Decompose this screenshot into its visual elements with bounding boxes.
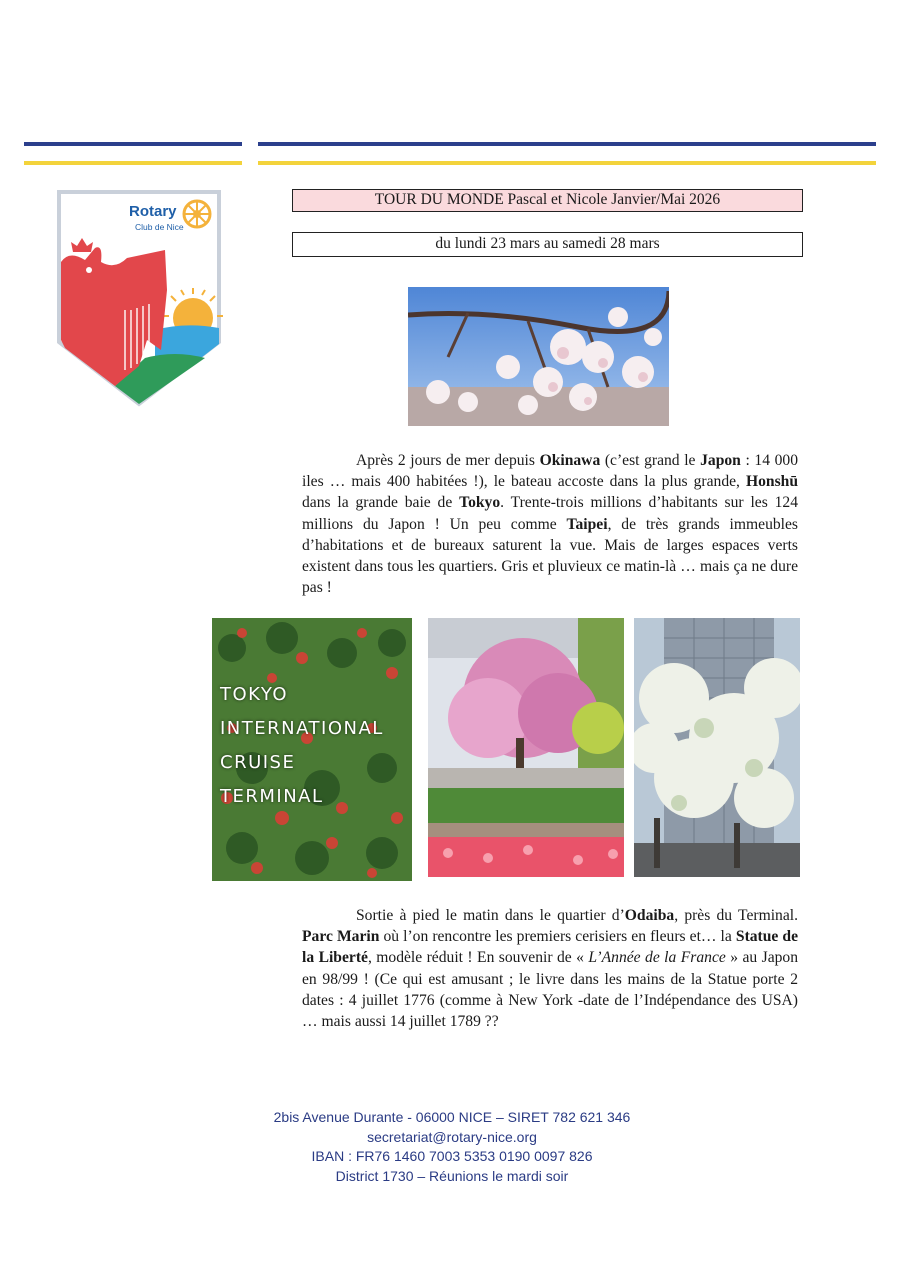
p2-text-2: , près du Terminal. xyxy=(674,907,798,924)
p2-text-4: , modèle réduit ! En souvenir de « xyxy=(367,949,589,967)
terminal-sign-line: INTERNATIONAL xyxy=(220,718,384,739)
p2-text-1: Sortie à pied le matin dans le quartier d’ xyxy=(356,907,625,924)
paragraph-arrival-tokyo xyxy=(302,450,798,598)
logo-subtitle: Club de Nice xyxy=(135,222,184,232)
p2-text-3: où l’on rencontre les premiers cerisiers en fleurs et… la xyxy=(379,928,736,946)
p1-bold-japon: Japon xyxy=(700,452,741,469)
header-rule-blue-right xyxy=(258,142,876,146)
header-rule-yellow-left xyxy=(24,161,242,165)
logo-name: Rotary xyxy=(129,203,177,220)
footer-line-email[interactable]: secretariat@rotary-nice.org xyxy=(367,1128,537,1145)
p2-bold-parc-marin: Parc Marin xyxy=(302,928,380,946)
page-title: TOUR DU MONDE Pascal et Nicole Janvier/Mai 2026 xyxy=(292,189,803,212)
p1-text-4: dans la grande baie de xyxy=(302,494,460,512)
paragraph-odaiba xyxy=(302,905,798,1032)
terminal-sign-line: TOKYO xyxy=(220,684,289,705)
rotary-wheel-icon xyxy=(184,201,210,227)
p1-text-1: Après 2 jours de mer depuis xyxy=(356,452,540,469)
p1-text-2: (c’est grand le xyxy=(600,452,701,469)
terminal-sign xyxy=(220,678,384,814)
p1-bold-okinawa: Okinawa xyxy=(539,452,601,469)
footer-line-iban: IBAN : FR76 1460 7003 5353 0190 0097 826 xyxy=(311,1148,593,1164)
date-range: du lundi 23 mars au samedi 28 mars xyxy=(292,232,803,257)
p1-text-6: , de très grands immeubles d’habitations et de bureaux saturent la vue. Mais de larges espaces verts existent dans tous les quartiers. Gris et pluvieux ce matin-là … mais ça ne dure pas ! xyxy=(302,515,798,597)
cruise-terminal-green-wall-photo xyxy=(212,618,412,881)
p1-bold-taipei: Taipei xyxy=(566,515,608,533)
rotary-club-logo xyxy=(55,190,223,408)
footer-line-district: District 1730 – Réunions le mardi soir xyxy=(335,1167,569,1184)
footer-address xyxy=(200,1108,704,1186)
header-rule-blue-left xyxy=(24,142,242,146)
terminal-sign-line: TERMINAL xyxy=(220,786,324,807)
p2-italic-annee-france: L’Année de la France xyxy=(588,949,726,967)
p1-bold-honshu: Honshū xyxy=(745,473,798,491)
white-cherry-tower-photo xyxy=(634,618,800,877)
terminal-sign-line: CRUISE xyxy=(220,752,296,773)
pink-cherry-tree-park-photo xyxy=(428,618,624,877)
p1-text-5: . Trente-trois millions d’habitants sur les 124 millions du Japon ! Un peu comme xyxy=(302,494,798,533)
footer-line-address: 2bis Avenue Durante - 06000 NICE – SIRET 782 621 346 xyxy=(273,1109,631,1125)
cherry-blossom-photo xyxy=(408,287,669,426)
p2-bold-odaiba: Odaiba xyxy=(624,907,675,924)
p2-text-5: » au Japon en 98/99 ! (Ce qui est amusant ; le livre dans les mains de la Statue porte 2 dates : 4 juillet 1776 (comme à New York -date de l’Indépendance des USA) … mais aussi 14 juillet 1789 ?? xyxy=(302,949,799,1031)
p2-bold-statue: Statue de la Liberté xyxy=(302,928,799,967)
p1-bold-tokyo: Tokyo xyxy=(459,494,501,512)
p1-text-3: : 14 000 iles … mais 400 habitées !), le bateau accoste dans la plus grande, xyxy=(302,452,798,491)
header-rule-yellow-right xyxy=(258,161,876,165)
